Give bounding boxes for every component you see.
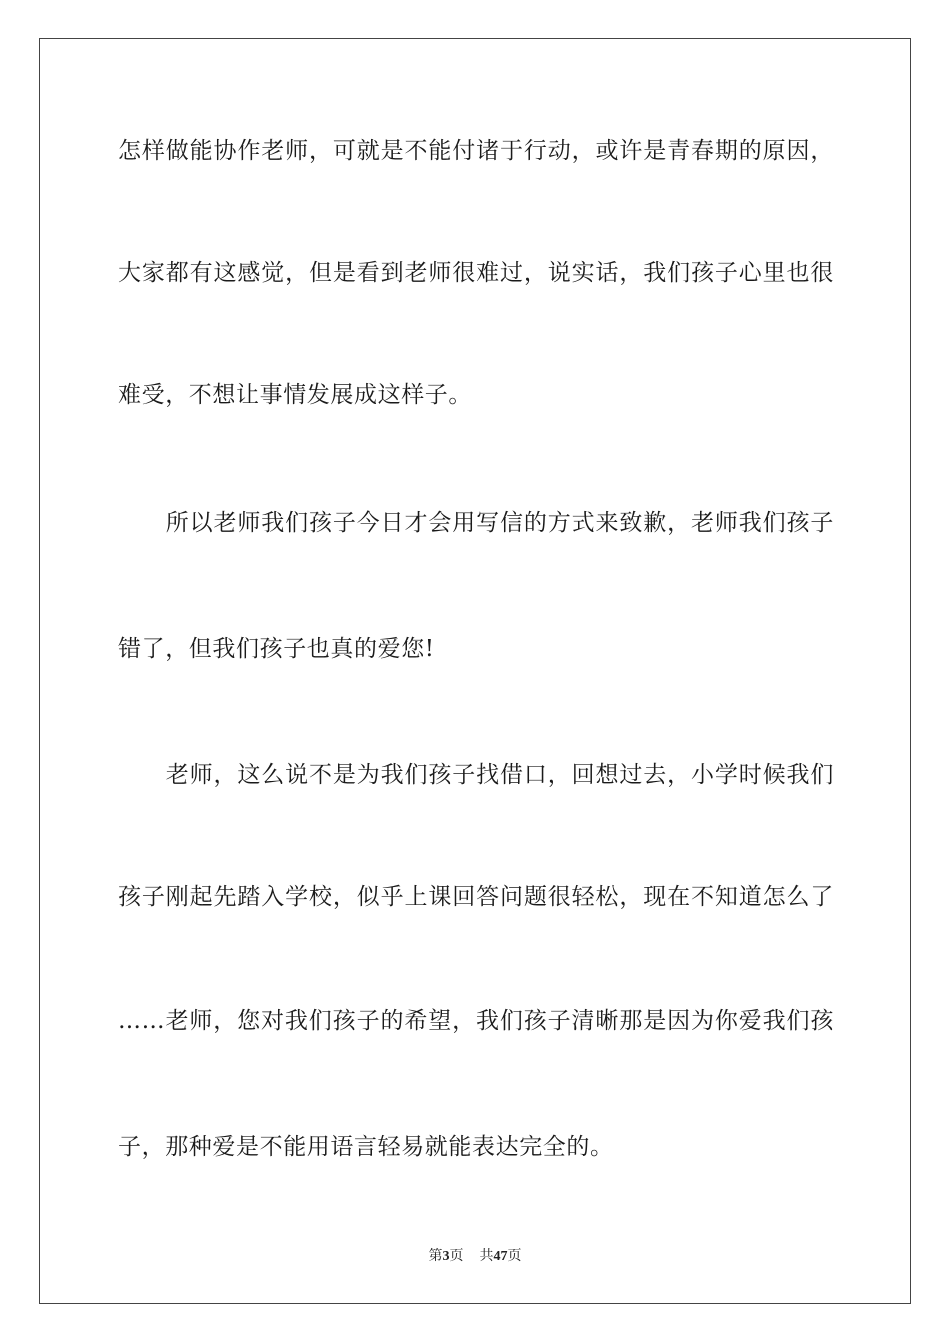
paragraph-line-6: 老师，这么说不是为我们孩子找借口，回想过去，小学时候我们 — [118, 762, 834, 788]
total-pages: 47 — [493, 1249, 508, 1264]
page-frame — [39, 38, 911, 1304]
total-suffix: 页 — [507, 1249, 522, 1264]
paragraph-line-9: 子，那种爱是不能用语言轻易就能表达完全的。 — [118, 1134, 614, 1160]
paragraph-line-2: 大家都有这感觉，但是看到老师很难过，说实话，我们孩子心里也很 — [118, 260, 834, 286]
paragraph-line-5: 错了，但我们孩子也真的爱您! — [118, 636, 435, 662]
total-prefix: 共 — [479, 1249, 494, 1264]
paragraph-line-8: ……老师，您对我们孩子的希望，我们孩子清晰那是因为你爱我们孩 — [118, 1008, 834, 1034]
page-prefix: 第 — [428, 1249, 443, 1264]
paragraph-line-4: 所以老师我们孩子今日才会用写信的方式来致歉，老师我们孩子 — [118, 510, 834, 536]
paragraph-line-1: 怎样做能协作老师，可就是不能付诸于行动，或许是青春期的原因， — [118, 138, 834, 164]
page-footer — [0, 1248, 950, 1266]
page-number: 3 — [442, 1249, 450, 1264]
paragraph-line-7: 孩子刚起先踏入学校，似乎上课回答问题很轻松，现在不知道怎么了 — [118, 884, 834, 910]
page-suffix: 页 — [449, 1249, 464, 1264]
paragraph-line-3: 难受，不想让事情发展成这样子。 — [118, 382, 472, 408]
